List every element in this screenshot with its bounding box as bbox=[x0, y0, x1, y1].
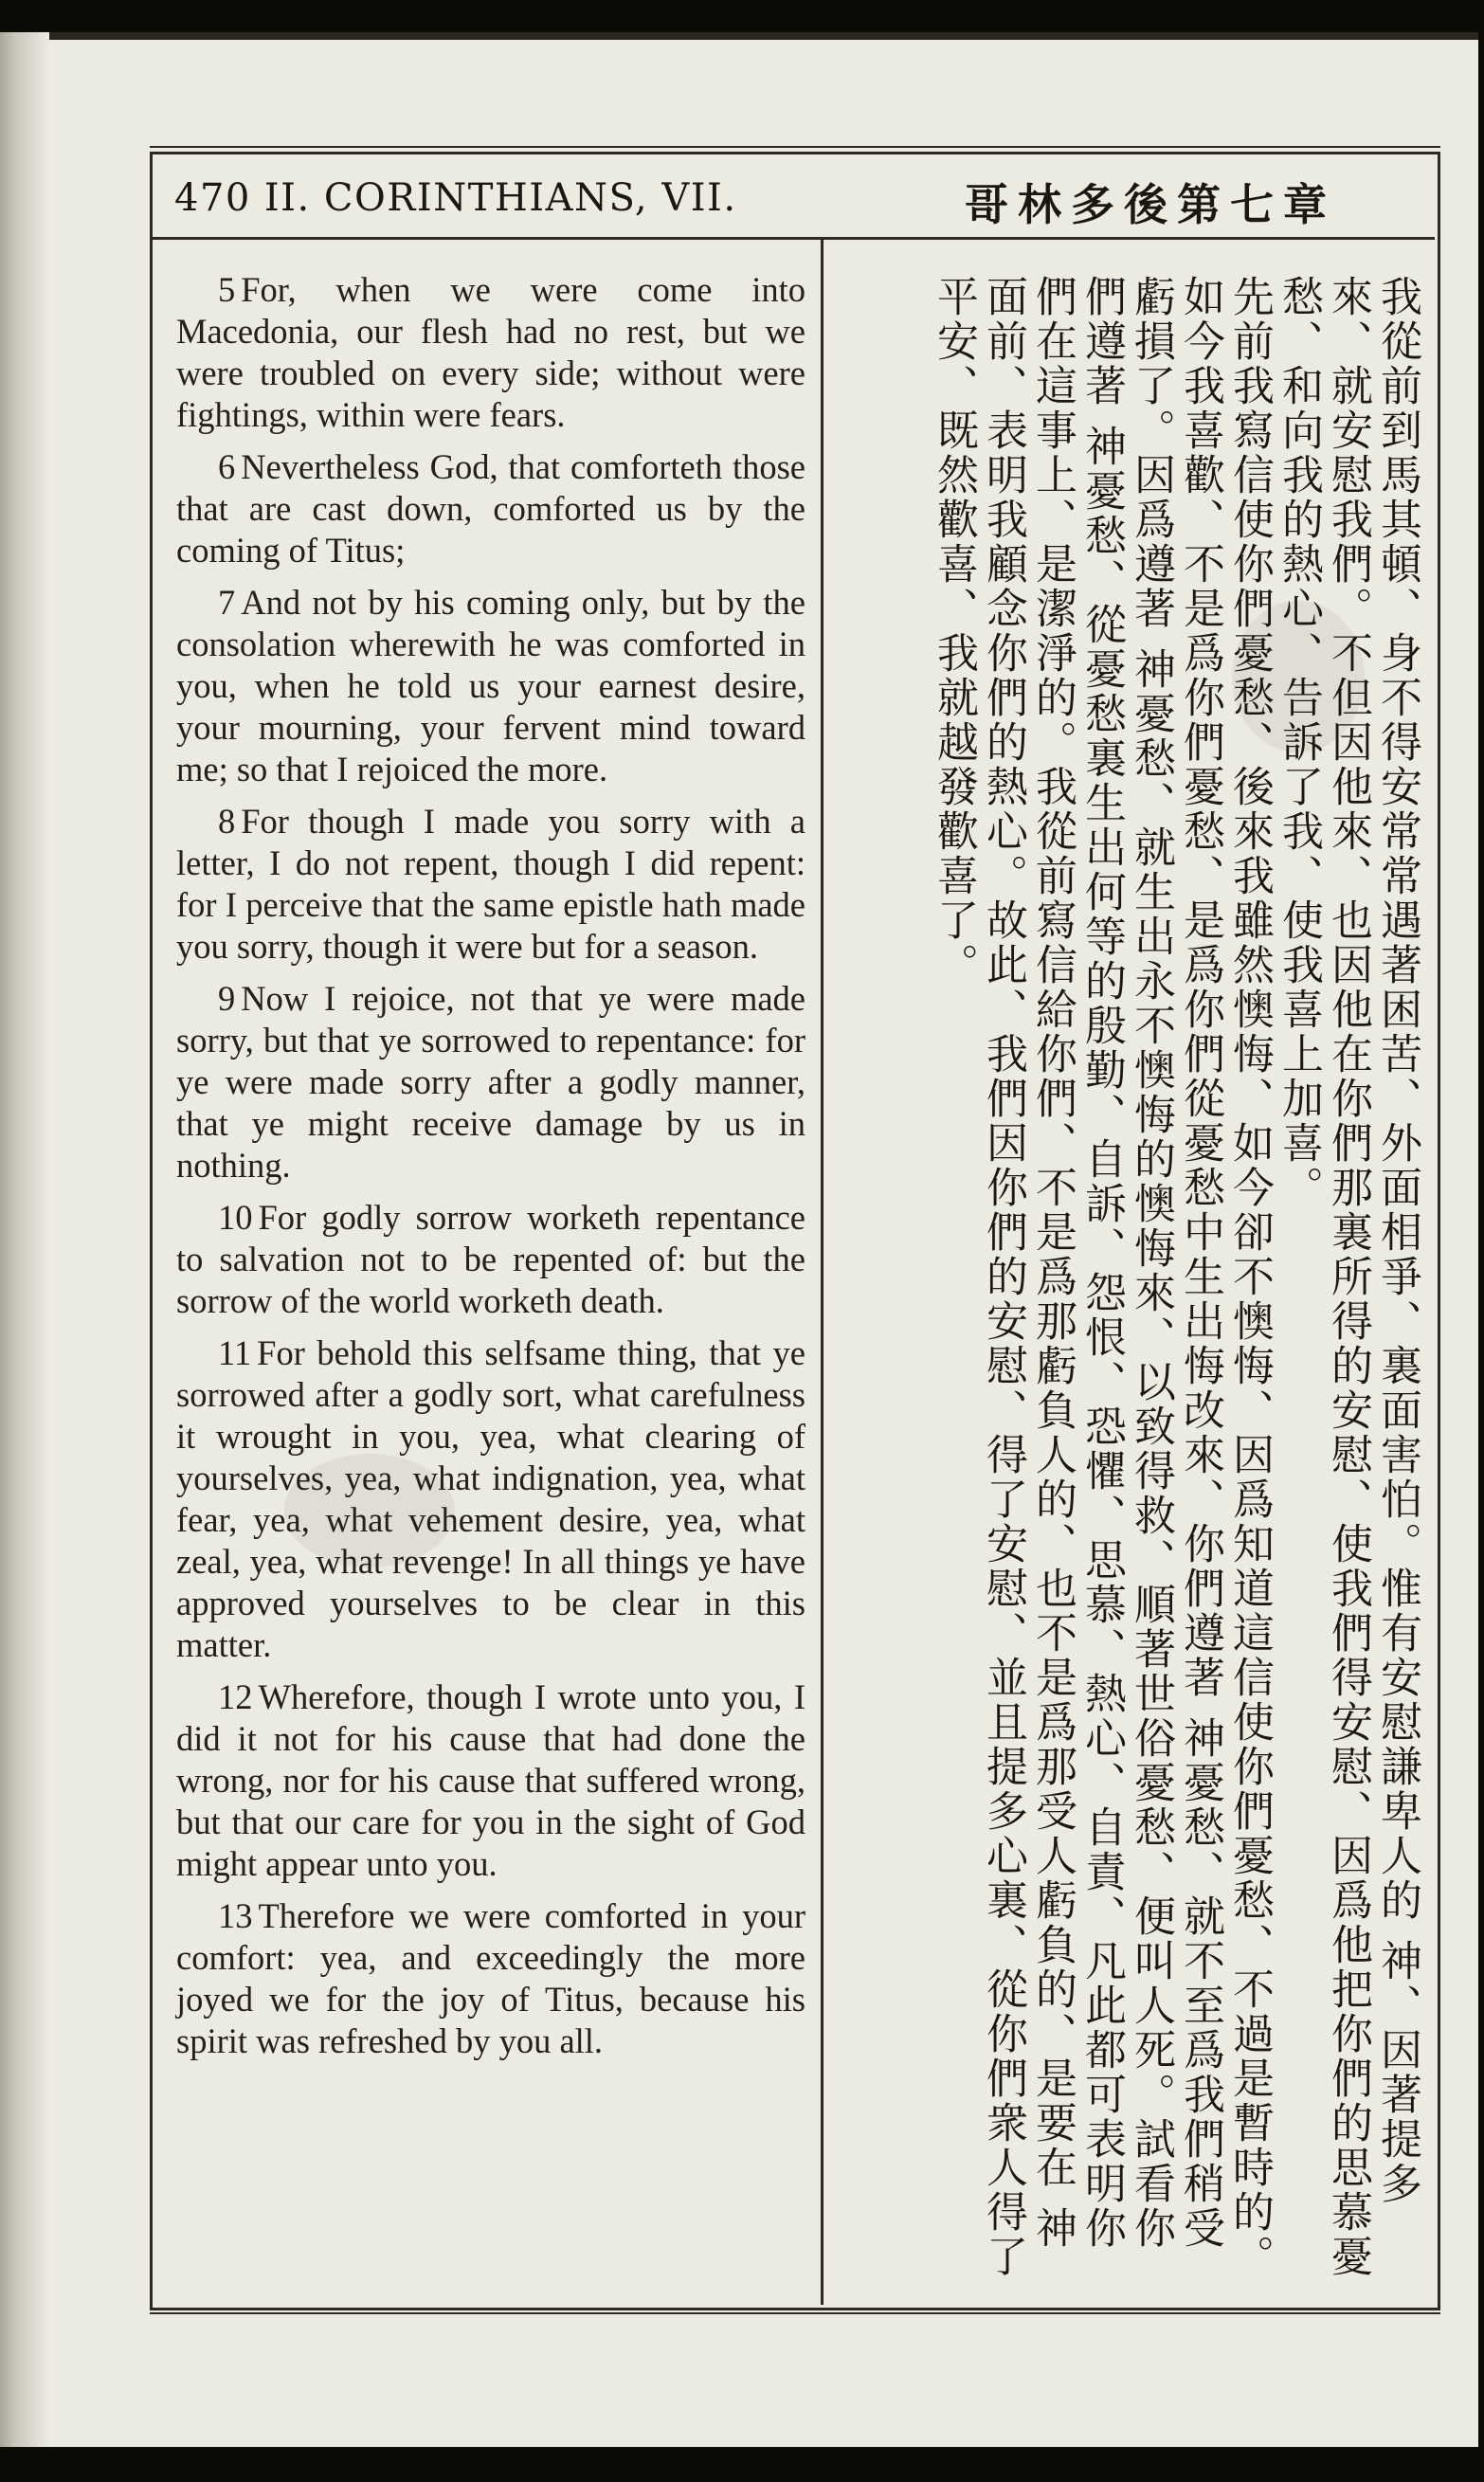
chinese-paragraph: 先前我寫信使你們憂愁、後來我雖然懊悔、如今卻不懊悔、因爲知道這信使你們憂愁、不過是暫時的。如今我喜歡、不是爲你們憂愁、是爲你們從憂愁中生出悔改來、你們遵著 神憂愁、就不至爲我們稍受虧損了。因爲遵著 神憂愁、就生出永不懊悔的懊悔來、以致得救、順著世俗憂愁、便叫人死。試看你們遵著 神憂愁、從憂愁裏生出何等的殷勤、自訴、怨恨、恐懼、思慕、熱心、自責、凡此都可表明你們在這事上、是潔淨的。我從前寫信給你們、不是爲那虧負人的、也不是爲那受人虧負的、是要在 神面前、表明我顧念你們的熱心。故此、我們因你們的安慰、得了安慰、並且提多心裏、從你們衆人得了平安、既然歡喜、我就越發歡喜了。 bbox=[930, 275, 1274, 2279]
verse-number: 7 bbox=[218, 583, 236, 622]
verse-text: For godly sorrow worketh repentance to salvation not to be repented of: but the sorrow of the world worketh death. bbox=[176, 1198, 805, 1320]
frame-bottom-rule bbox=[150, 2312, 1440, 2314]
verse-number: 12 bbox=[218, 1677, 253, 1716]
frame-top-rule bbox=[150, 146, 1440, 148]
verse-10 bbox=[176, 1197, 805, 1322]
verse-number: 13 bbox=[218, 1896, 253, 1935]
chinese-running-title: 哥林多後第七章 bbox=[965, 179, 1336, 230]
running-head bbox=[174, 176, 781, 229]
verse-text: And not by his coming only, but by the consolation wherewith he was comforted in you, when he told us your earnest desire, your mourning, your fervent mind toward me; so that I rejoiced the more. bbox=[176, 583, 805, 788]
verse-number: 10 bbox=[218, 1198, 253, 1237]
verse-11 bbox=[176, 1332, 805, 1666]
chinese-column bbox=[843, 275, 1421, 2284]
page-number: 470 bbox=[174, 176, 251, 220]
verse-text: Nevertheless God, that comforteth those that are cast down, comforted us by the coming of Titus; bbox=[176, 447, 805, 570]
verse-number: 6 bbox=[218, 447, 236, 486]
verse-12 bbox=[176, 1676, 805, 1885]
verse-number: 5 bbox=[218, 270, 236, 309]
verse-9 bbox=[176, 978, 805, 1187]
verse-7 bbox=[176, 582, 805, 790]
verse-text: Therefore we were comforted in your comfort: yea, and exceedingly the more joyed we for the joy of Titus, because his spirit was refreshed by you all. bbox=[176, 1896, 805, 2060]
verse-text: Wherefore, though I wrote unto you, I did it not for his cause that had done the wrong, nor for his cause that suffered wrong, but that our care for you in the sight of God might appear unto you. bbox=[176, 1677, 805, 1883]
verse-number: 8 bbox=[218, 802, 236, 841]
page-gutter-shadow bbox=[0, 32, 49, 2447]
column-divider bbox=[821, 240, 823, 2305]
verse-number: 9 bbox=[218, 979, 236, 1018]
verse-13 bbox=[176, 1895, 805, 2062]
page-top-edge bbox=[0, 32, 1478, 40]
verse-5 bbox=[176, 269, 805, 436]
verse-6 bbox=[176, 446, 805, 571]
header-rule bbox=[153, 237, 1435, 240]
verse-text: For behold this selfsame thing, that ye sorrowed after a godly sort, what carefulness it wrought in you, yea, what clearing of yourselves, yea, what indignation, yea, what fear, yea, what vehement desire, yea, what zeal, yea, what revenge! In all things ye have approved yourselves to be clear in this matter. bbox=[176, 1333, 805, 1664]
verse-8 bbox=[176, 801, 805, 968]
verse-number: 11 bbox=[218, 1333, 252, 1372]
chinese-paragraph: 我從前到馬其頓、身不得安常常遇著困苦、外面相爭、裏面害怕。惟有安慰謙卑人的 神、因著提多來、就安慰我們。不但因他來、也因他在你們那裏所得的安慰、使我們得安慰、因爲他把你們的思慕憂愁、和向我的熱心、告訴了我、使我喜上加喜。 bbox=[1275, 275, 1421, 2279]
verse-text: For though I made you sorry with a letter, I do not repent, though I did repent: for I perceive that the same epistle hath made you sorry, though it were but for a season. bbox=[176, 802, 805, 966]
verse-text: Now I rejoice, not that ye were made sorry, but that ye sorrowed to repentance: for ye were made sorry after a godly manner, that ye might receive damage by us in nothing. bbox=[176, 979, 805, 1185]
verse-text: For, when we were come into Macedonia, our flesh had no rest, but we were troubled on every side; without were fightings, within were fears. bbox=[176, 270, 805, 434]
english-column bbox=[176, 269, 805, 2297]
running-title: II. CORINTHIANS, VII. bbox=[263, 176, 737, 220]
